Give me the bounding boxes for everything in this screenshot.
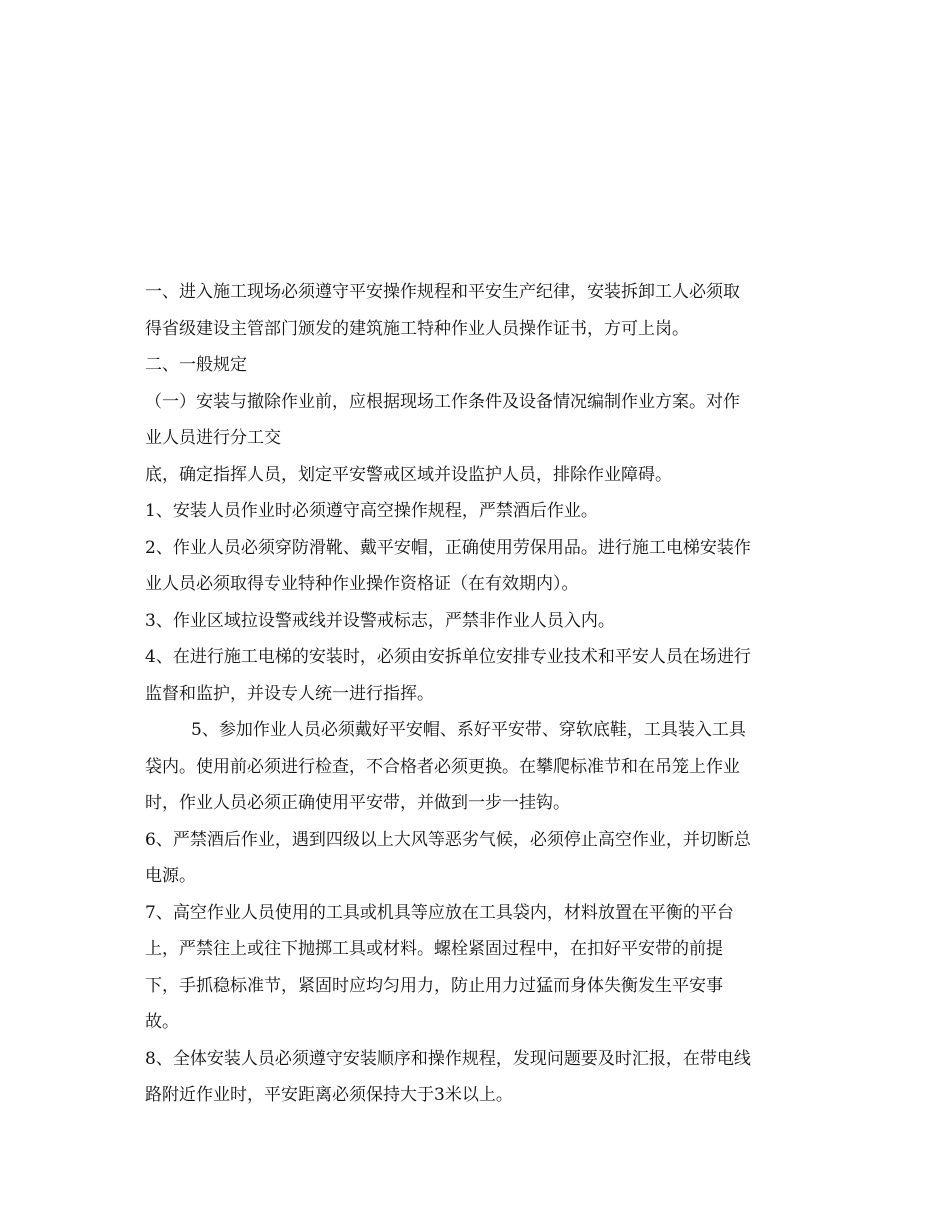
text-line: 得省级建设主管部门颁发的建筑施工特种作业人员操作证书，方可上岗。: [145, 318, 689, 339]
list-item: 1、安装人员作业时必须遵守高空操作规程，严禁酒后作业。: [145, 501, 598, 521]
text-line: 电源。: [145, 866, 196, 886]
text-line: （一）安装与撤除作业前，应根据现场工作条件及设备情况编制作业方案。对作: [145, 391, 740, 412]
text-line: 业人员进行分工交: [145, 428, 281, 448]
list-item: 3、作业区域拉设警戒线并设警戒标志，严禁非作业人员入内。: [145, 610, 615, 631]
text-line: 一、进入施工现场必须遵守平安操作规程和平安生产纪律，安装拆卸工人必须取: [145, 282, 740, 302]
list-item: 4、在进行施工电梯的安装时，必须由安拆单位安排专业技术和平安人员在场进行: [145, 647, 751, 667]
list-item: 5、参加作业人员必须戴好平安帽、系好平安带、穿软底鞋，工具装入工具: [191, 720, 746, 740]
text-line: 监督和监护，并设专人统一进行指挥。: [145, 683, 434, 704]
text-line: 路附近作业时，平安距离必须保持大于3米以上。: [145, 1085, 513, 1105]
document-body: [145, 274, 810, 1114]
text-line: 上，严禁往上或往下抛掷工具或材料。螺栓紧固过程中，在扣好平安带的前提: [145, 939, 723, 959]
text-line: 时，作业人员必须正确使用平安带，并做到一步一挂钩。: [145, 793, 570, 813]
text-line: 故。: [145, 1012, 179, 1032]
section-heading: 二、一般规定: [145, 355, 247, 375]
list-item: 7、高空作业人员使用的工具或机具等应放在工具袋内，材料放置在平衡的平台: [145, 902, 734, 923]
text-line: 袋内。使用前必须进行检查，不合格者必须更换。在攀爬标准节和在吊笼上作业: [145, 756, 740, 777]
text-line: 业人员必须取得专业特种作业操作资格证（在有效期内）。: [145, 574, 579, 594]
list-item: 2、作业人员必须穿防滑靴、戴平安帽，正确使用劳保用品。进行施工电梯安装作: [145, 537, 751, 558]
list-item: 6、严禁酒后作业，遇到四级以上大风等恶劣气候，必须停止高空作业，并切断总: [145, 829, 751, 850]
text-line: 底，确定指挥人员，划定平安警戒区域并设监护人员，排除作业障碍。: [145, 464, 672, 485]
list-item: 8、全体安装人员必须遵守安装顺序和操作规程，发现问题要及时汇报，在带电线: [145, 1048, 751, 1069]
text-line: 下，手抓稳标准节，紧固时应均匀用力，防止用力过猛而身体失衡发生平安事: [145, 975, 723, 996]
